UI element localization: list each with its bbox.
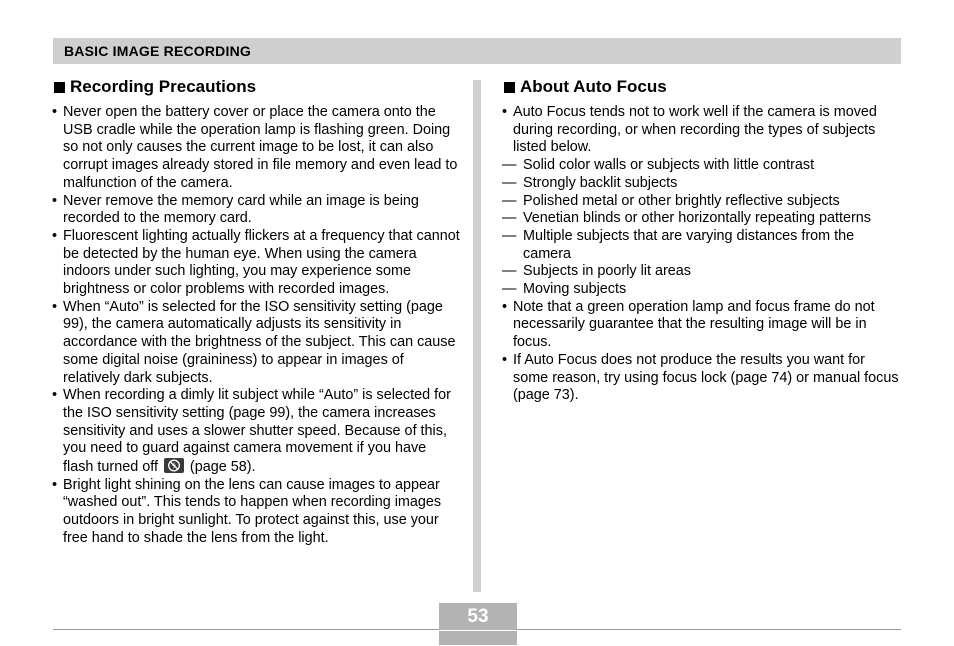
precaution-item: • Never remove the memory card while an image is being recorded to the memory card. bbox=[52, 193, 460, 228]
difficult-subject-item: — Venetian blinds or other horizontally repeating patterns bbox=[502, 210, 904, 228]
square-bullet-icon bbox=[54, 82, 65, 93]
column-divider bbox=[473, 80, 481, 592]
about-auto-focus-heading bbox=[502, 76, 904, 98]
precaution-item: • Fluorescent lighting actually flickers at a frequency that cannot be detected by the human eye. When using the camera indoors under such lighting, you may experience some brightness or color problems with recorded images. bbox=[52, 228, 460, 299]
square-bullet-icon bbox=[504, 82, 515, 93]
difficult-subject-item: — Strongly backlit subjects bbox=[502, 175, 904, 193]
difficult-subject-item: — Multiple subjects that are varying distances from the camera bbox=[502, 228, 904, 263]
flash-off-icon bbox=[164, 458, 184, 473]
section-header-bar bbox=[53, 38, 901, 64]
precaution-item bbox=[52, 387, 460, 477]
section-header-title: BASIC IMAGE RECORDING bbox=[64, 43, 251, 59]
precautions-list bbox=[52, 104, 460, 548]
difficult-subject-item: — Moving subjects bbox=[502, 281, 904, 299]
difficult-subject-item: — Solid color walls or subjects with little contrast bbox=[502, 157, 904, 175]
page-number-separator bbox=[439, 630, 517, 631]
auto-focus-item: • Note that a green operation lamp and focus frame do not necessarily guarantee that the resulting image will be in focus. bbox=[502, 299, 904, 352]
right-column bbox=[502, 76, 904, 405]
auto-focus-item bbox=[502, 104, 904, 299]
precaution-item-text: When recording a dimly lit subject while “Auto” is selected for the ISO sensitivity setting (page 99), the camera increases sensitivity and uses a slower shutter speed. Because of this, you need to guard against camera movement if you have flash turned off bbox=[63, 387, 451, 476]
auto-focus-item: • If Auto Focus does not produce the results you want for some reason, try using focus lock (page 74) or manual focus (page 73). bbox=[502, 352, 904, 405]
auto-focus-list bbox=[502, 104, 904, 405]
about-auto-focus-title: About Auto Focus bbox=[520, 77, 667, 96]
difficult-subjects-list bbox=[502, 157, 904, 299]
page-number-box bbox=[439, 603, 517, 645]
precaution-item: • When “Auto” is selected for the ISO sensitivity setting (page 99), the camera automatically adjusts its sensitivity in accordance with the brightness of the subject. This can cause some digital noise (graininess) to appear in images of relatively dark subjects. bbox=[52, 299, 460, 388]
recording-precautions-heading bbox=[52, 76, 460, 98]
difficult-subject-item: — Subjects in poorly lit areas bbox=[502, 263, 904, 281]
difficult-subject-item: — Polished metal or other brightly reflective subjects bbox=[502, 193, 904, 211]
page-number: 53 bbox=[467, 605, 489, 627]
precaution-item-text-end: (page 58). bbox=[185, 459, 256, 476]
recording-precautions-title: Recording Precautions bbox=[70, 77, 257, 96]
precaution-item: • Bright light shining on the lens can cause images to appear “washed out”. This tends to happen when recording images outdoors in bright sunlight. To protect against this, use your free hand to shade the lens from the light. bbox=[52, 477, 460, 548]
left-column bbox=[52, 76, 460, 548]
auto-focus-intro: Auto Focus tends not to work well if the camera is moved during recording, or when recording the types of subjects listed below. bbox=[513, 104, 877, 156]
precaution-item: • Never open the battery cover or place the camera onto the USB cradle while the operation lamp is flashing green. Doing so not only causes the current image to be lost, it can also corrupt images already stored in file memory and even lead to malfunction of the camera. bbox=[52, 104, 460, 193]
